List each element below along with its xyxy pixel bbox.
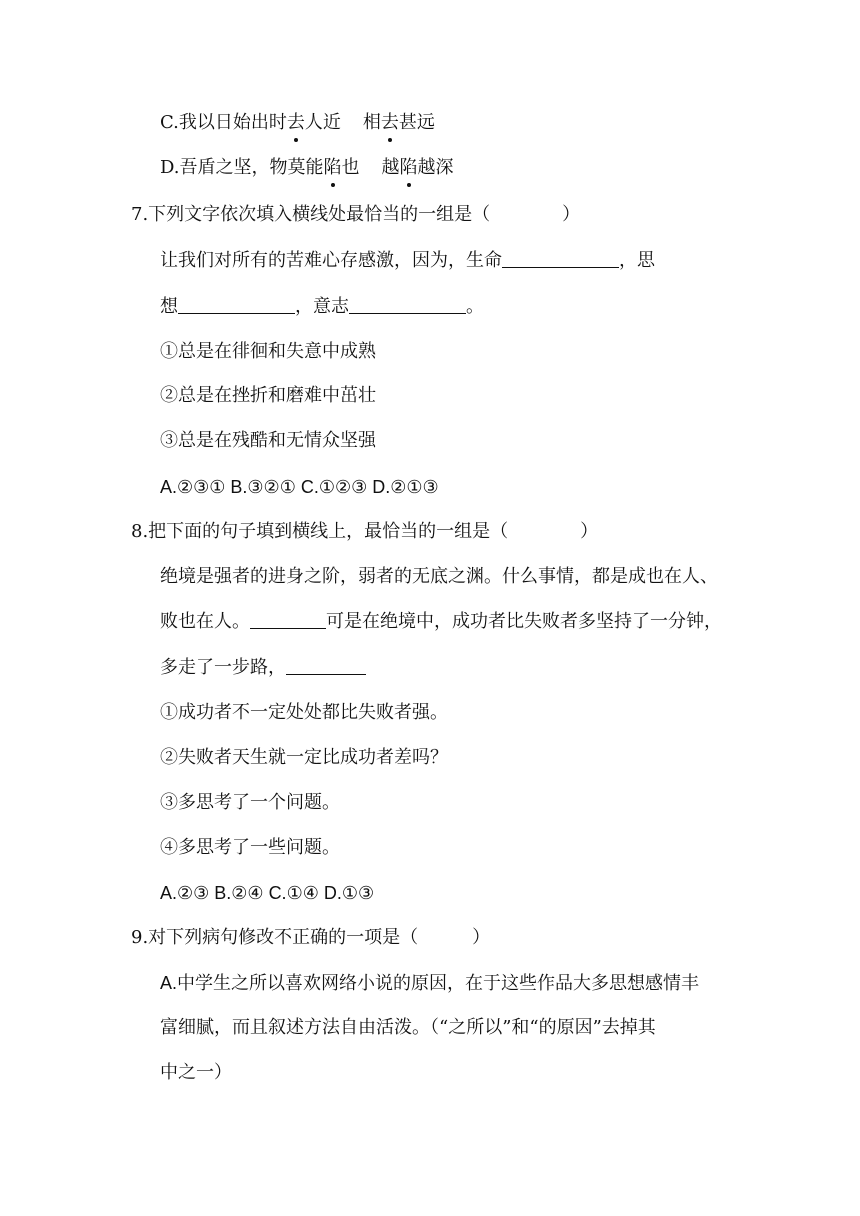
emphasis-dot-char: 陷 (323, 157, 342, 178)
q6-option-d-text2: 也 (341, 157, 360, 178)
q6-option-c-phrase: 相 (362, 112, 381, 133)
q6-option-c (160, 111, 435, 135)
fill-blank[interactable] (286, 656, 366, 675)
q8-answer-choices: A.②③ B.②④ C.①④ D.①③ (160, 883, 375, 903)
q7-text-a: 让我们对所有的苦难心存感激，因为，生命 (160, 250, 502, 271)
q7-text-line2 (160, 295, 484, 319)
q9-option-a-letter: A. (160, 973, 178, 993)
q7-item-1: ①总是在徘徊和失意中成熟 (160, 341, 376, 362)
q9-option-a-line3: 中之一） (160, 1062, 232, 1083)
q9-option-a-text: 中学生之所以喜欢网络小说的原因，在于这些作品大多思想感情丰 (177, 973, 700, 994)
emphasis-dot-char: 去 (286, 112, 305, 133)
emphasis-dot-char: 陷 (399, 157, 418, 178)
q6-option-d-phrase: 越 (381, 157, 400, 178)
q7-text-d: ，意志 (295, 296, 349, 317)
q6-option-c-text2: 人近 (304, 112, 341, 133)
q8-text-2a: 败也在人。 (160, 611, 250, 632)
q6-option-d-phrase-end: 越深 (417, 157, 454, 178)
q7-answer-choices: A.②③① B.③②① C.①②③ D.②①③ (160, 477, 439, 497)
q6-option-c-text: C.我以日始出时 (160, 112, 287, 133)
q8-text-2b: 可是在绝境中，成功者比失败者多坚持了一分钟， (326, 611, 722, 632)
fill-blank[interactable] (178, 295, 295, 314)
q7-stem: 7.下列文字依次填入横线处最恰当的一组是（ ） (131, 204, 581, 225)
fill-blank[interactable] (349, 295, 466, 314)
q8-text-line2 (160, 610, 722, 634)
q9-option-a-line1 (160, 971, 699, 996)
q8-text-3: 多走了一步路， (160, 657, 286, 678)
q8-text-line1: 绝境是强者的进身之阶，弱者的无底之渊。什么事情，都是成也在人、 (160, 566, 718, 587)
q8-item-4: ④多思考了一些问题。 (160, 837, 340, 858)
emphasis-dot-char: 去 (380, 112, 399, 133)
q8-item-2: ②失败者天生就一定比成功者差吗？ (160, 747, 448, 768)
q8-item-3: ③多思考了一个问题。 (160, 792, 340, 813)
q7-item-3: ③总是在残酷和无情众坚强 (160, 430, 376, 451)
q6-option-c-phrase-end: 甚远 (398, 112, 435, 133)
q7-text-b: ，思 (619, 250, 655, 271)
q9-option-a-line2: 富细腻，而且叙述方法自由活泼。（“之所以”和“的原因”去掉其 (160, 1017, 656, 1038)
q7-text-c: 想 (160, 296, 178, 317)
q7-item-2: ②总是在挫折和磨难中茁壮 (160, 385, 376, 406)
q7-text-e: 。 (466, 296, 484, 317)
q8-text-line3 (160, 656, 366, 680)
q6-option-d (160, 156, 454, 180)
q6-option-d-text: D.吾盾之坚，物莫能 (160, 157, 324, 178)
q7-text-line1 (160, 249, 655, 273)
fill-blank[interactable] (250, 610, 326, 629)
q9-stem: 9.对下列病句修改不正确的一项是（ ） (131, 927, 491, 948)
fill-blank[interactable] (502, 249, 619, 268)
q8-item-1: ①成功者不一定处处都比失败者强。 (160, 702, 448, 723)
q8-stem: 8.把下面的句子填到横线上，最恰当的一组是（ ） (131, 521, 599, 542)
